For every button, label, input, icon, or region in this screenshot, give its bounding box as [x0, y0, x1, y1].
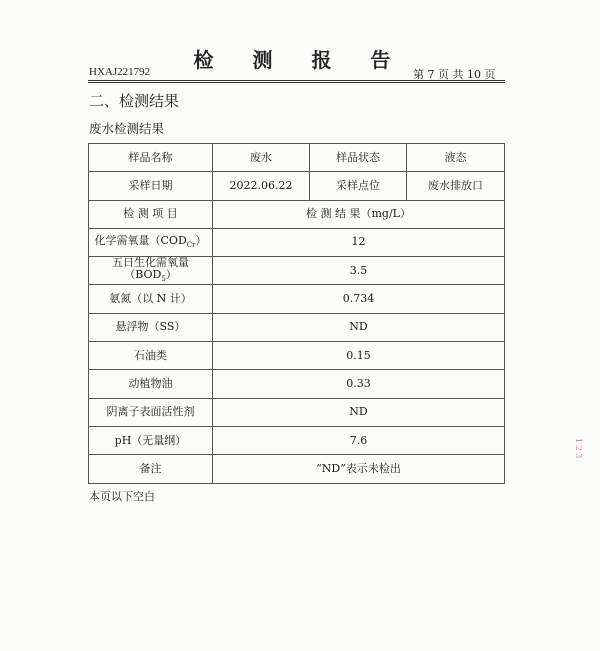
- test-value: ND: [213, 313, 505, 341]
- test-item: 石油类: [89, 342, 213, 370]
- header-rule-double: [88, 82, 505, 83]
- test-item: 动植物油: [89, 370, 213, 398]
- test-value: 7.6: [213, 426, 505, 454]
- header-test-result: 检 测 结 果（mg/L）: [213, 200, 505, 228]
- results-table: [88, 143, 505, 484]
- remark-text: “ND”表示未检出: [213, 455, 505, 483]
- value-sampling-point: 废水排放口: [407, 172, 505, 200]
- report-title: 检 测 报 告: [193, 48, 407, 72]
- test-value: 0.15: [213, 342, 505, 370]
- value-sampling-date: 2022.06.22: [213, 172, 310, 200]
- report-number: HXAJ221792: [89, 66, 151, 78]
- table-row: [89, 228, 505, 256]
- result-header-row: [89, 200, 505, 228]
- value-sample-name: 废水: [213, 144, 310, 172]
- table-row: [89, 257, 505, 285]
- test-item: 氨氮（以 N 计）: [89, 285, 213, 313]
- label-sampling-point: 采样点位: [310, 172, 407, 200]
- test-value: 12: [213, 228, 505, 256]
- value-sample-state: 液态: [407, 144, 505, 172]
- test-item: 五日生化需氧量$(BOD_5)$: [89, 257, 213, 285]
- table-row: [89, 426, 505, 454]
- table-row: [89, 370, 505, 398]
- info-row-sample: [89, 144, 505, 172]
- test-value: 0.734: [213, 285, 505, 313]
- table-row: [89, 342, 505, 370]
- table-row: [89, 313, 505, 341]
- margin-mark: 1 2 3: [574, 438, 583, 459]
- remark-row: [89, 455, 505, 483]
- test-value: 3.5: [213, 257, 505, 285]
- section-heading: 二、检测结果: [89, 92, 180, 110]
- label-sampling-date: 采样日期: [89, 172, 213, 200]
- test-item: pH（无量纲）: [89, 426, 213, 454]
- label-sample-state: 样品状态: [310, 144, 407, 172]
- page-info: 第 7 页 共 10 页: [413, 68, 496, 81]
- footer-note: 本页以下空白: [89, 490, 155, 503]
- table-heading: 废水检测结果: [89, 121, 165, 136]
- test-item: 化学需氧量$(COD_{Cr})$: [89, 228, 213, 256]
- test-item: 阴离子表面活性剂: [89, 398, 213, 426]
- test-value: ND: [213, 398, 505, 426]
- test-item: 悬浮物（SS）: [89, 313, 213, 341]
- header-rule: [88, 80, 505, 81]
- table-row: [89, 285, 505, 313]
- test-value: 0.33: [213, 370, 505, 398]
- label-sample-name: 样品名称: [89, 144, 213, 172]
- remark-label: 备注: [89, 455, 213, 483]
- table-row: [89, 398, 505, 426]
- info-row-sampling: [89, 172, 505, 200]
- header-test-item: 检 测 项 目: [89, 200, 213, 228]
